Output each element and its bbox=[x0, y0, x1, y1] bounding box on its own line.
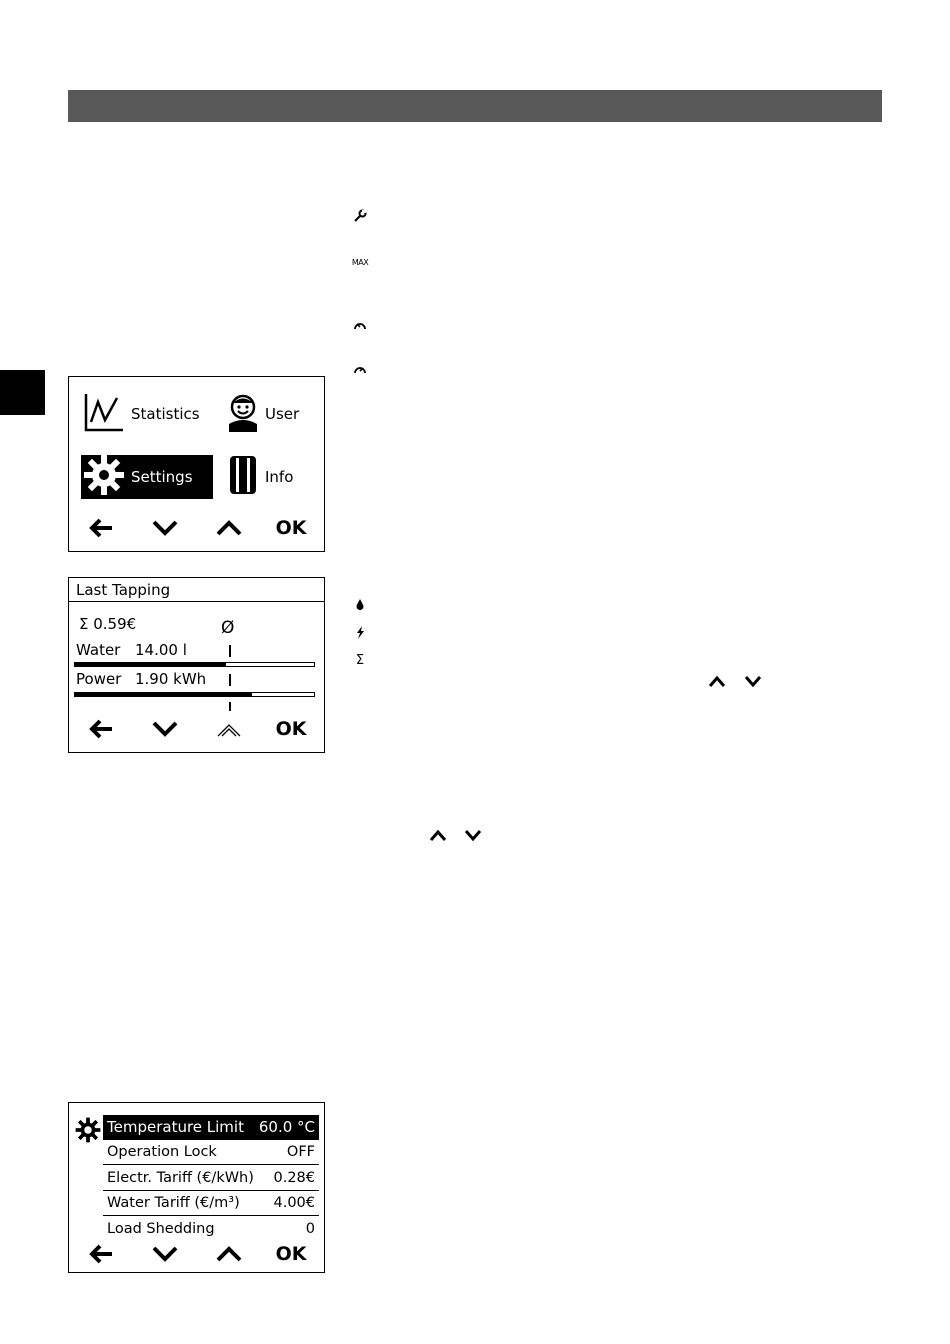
setting-row-load-shedding[interactable] bbox=[103, 1216, 319, 1241]
lightning-icon bbox=[352, 624, 368, 640]
average-symbol: Ø bbox=[221, 618, 235, 638]
max-label: MAX bbox=[351, 257, 369, 267]
power-average-marker bbox=[229, 674, 231, 686]
sigma-icon: Σ bbox=[355, 652, 365, 668]
arrow-down-icon bbox=[743, 672, 763, 690]
arrow-left-icon bbox=[88, 1243, 114, 1265]
ok-button[interactable]: OK bbox=[275, 718, 307, 740]
chapter-side-tab bbox=[0, 370, 45, 415]
setting-value: 0 bbox=[305, 1220, 315, 1237]
chevron-down-icon bbox=[151, 518, 179, 538]
menu-item-statistics[interactable] bbox=[83, 392, 200, 436]
up-button-disabled[interactable] bbox=[209, 714, 249, 744]
chevron-up-icon bbox=[215, 518, 243, 538]
total-cost: Σ 0.59€ bbox=[79, 615, 137, 633]
setting-label: Electr. Tariff (€/kWh) bbox=[107, 1170, 254, 1186]
setting-row-electricity-tariff[interactable] bbox=[103, 1166, 319, 1191]
menu-item-settings[interactable] bbox=[81, 455, 213, 499]
chevron-up-icon bbox=[215, 1244, 243, 1264]
arrow-up-icon bbox=[428, 826, 448, 844]
water-value: 14.00 l bbox=[135, 641, 187, 659]
water-drop-icon bbox=[352, 596, 368, 612]
user-face-icon bbox=[227, 392, 259, 436]
chevron-up-outline-icon bbox=[215, 718, 243, 740]
ok-button[interactable]: OK bbox=[275, 1243, 307, 1265]
menu-item-label: User bbox=[265, 405, 300, 423]
setting-label: Load Shedding bbox=[107, 1220, 215, 1237]
back-button[interactable] bbox=[81, 513, 121, 543]
chevron-down-icon bbox=[151, 1244, 179, 1264]
water-label: Water bbox=[76, 641, 121, 659]
arrow-left-icon bbox=[88, 517, 114, 539]
main-menu-display bbox=[68, 376, 325, 552]
arrow-up-icon bbox=[707, 672, 727, 690]
setting-label: Temperature Limit bbox=[107, 1118, 244, 1136]
last-tapping-display bbox=[68, 577, 325, 753]
nav-bar bbox=[69, 714, 324, 744]
arrow-down-icon bbox=[463, 826, 483, 844]
power-label: Power bbox=[76, 670, 122, 688]
down-button[interactable] bbox=[145, 513, 185, 543]
nav-bar bbox=[69, 1239, 324, 1269]
gear-icon bbox=[75, 1117, 101, 1147]
menu-item-user[interactable] bbox=[227, 392, 299, 436]
setting-value: 60.0 °C bbox=[258, 1118, 315, 1136]
back-button[interactable] bbox=[81, 1239, 121, 1269]
setting-label: Water Tariff (€/m³) bbox=[107, 1195, 240, 1211]
ok-button[interactable]: OK bbox=[275, 517, 307, 539]
menu-item-label: Info bbox=[265, 468, 294, 486]
panel-title: Last Tapping bbox=[69, 578, 324, 602]
info-device-icon bbox=[227, 454, 259, 500]
chevron-down-icon bbox=[151, 719, 179, 739]
up-button[interactable] bbox=[209, 513, 249, 543]
line-chart-icon bbox=[83, 392, 125, 436]
arrow-left-icon bbox=[88, 718, 114, 740]
setting-value: 4.00€ bbox=[273, 1195, 315, 1211]
menu-item-label: Settings bbox=[131, 468, 193, 486]
power-average-marker-lower bbox=[229, 702, 231, 711]
setting-value: OFF bbox=[286, 1144, 315, 1160]
up-button[interactable] bbox=[209, 1239, 249, 1269]
wrench-icon bbox=[352, 208, 368, 224]
water-progress-bar bbox=[74, 662, 315, 667]
setting-row-temperature-limit[interactable] bbox=[103, 1115, 319, 1140]
power-value: 1.90 kWh bbox=[135, 670, 207, 688]
down-button[interactable] bbox=[145, 1239, 185, 1269]
down-button[interactable] bbox=[145, 714, 185, 744]
back-button[interactable] bbox=[81, 714, 121, 744]
setting-label: Operation Lock bbox=[107, 1144, 217, 1160]
header-bar bbox=[68, 90, 882, 122]
power-progress-fill bbox=[75, 693, 252, 696]
gear-icon bbox=[83, 454, 125, 500]
gauge-low-icon bbox=[352, 317, 368, 333]
menu-item-info[interactable] bbox=[227, 455, 293, 499]
gauge-high-icon bbox=[352, 361, 368, 377]
settings-display bbox=[68, 1102, 325, 1273]
menu-item-label: Statistics bbox=[131, 405, 200, 423]
water-average-marker bbox=[229, 645, 231, 657]
power-progress-bar bbox=[74, 692, 315, 697]
setting-row-water-tariff[interactable] bbox=[103, 1191, 319, 1216]
setting-value: 0.28€ bbox=[273, 1170, 315, 1186]
setting-row-operation-lock[interactable] bbox=[103, 1140, 319, 1165]
water-progress-fill bbox=[75, 663, 226, 666]
nav-bar bbox=[69, 513, 324, 543]
